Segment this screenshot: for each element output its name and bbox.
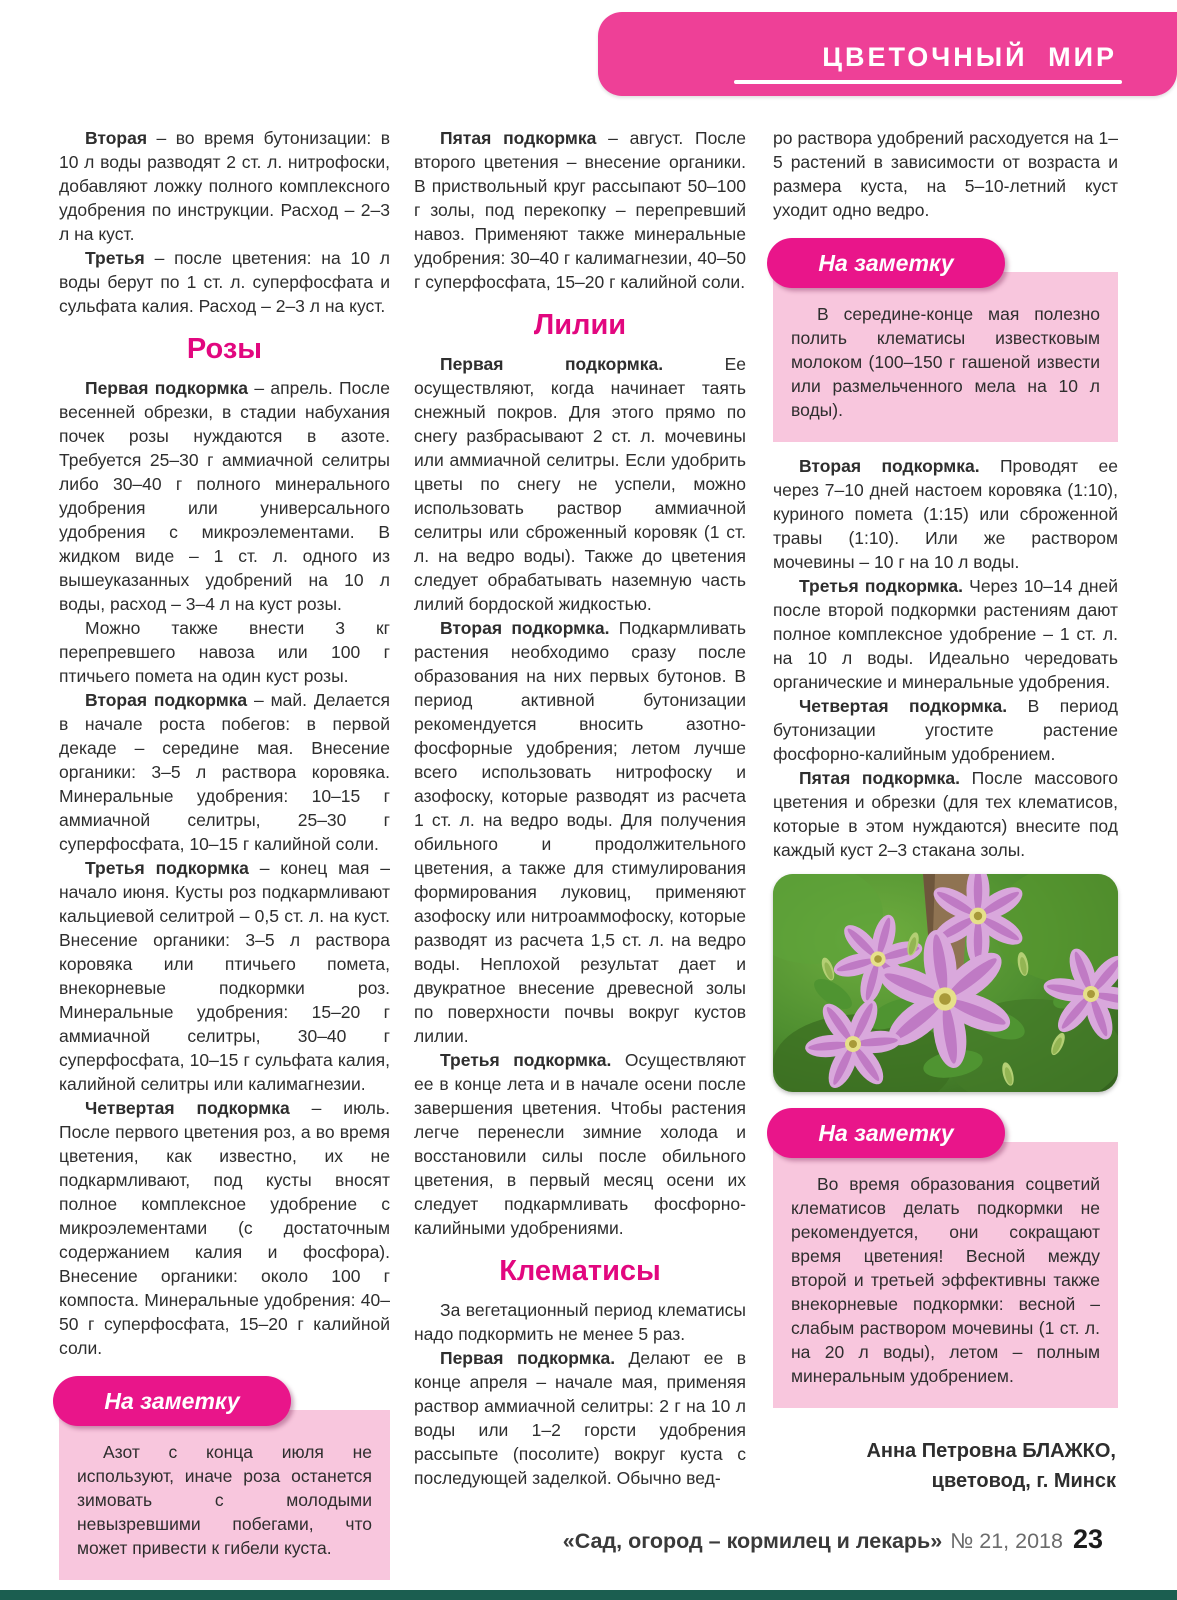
- issue-number: № 21, 2018: [950, 1529, 1063, 1553]
- paragraph-text: В период бутонизации угостите растение фосфорно-калийным удобрением.: [773, 696, 1118, 764]
- paragraph: [414, 616, 746, 1048]
- paragraph-text: Проводят ее через 7–10 дней настоем коровяка (1:10), куриного помета (1:15) или сброженной травы (1:10). Или же раствором мочевины – 10 г на 10 л воды.: [773, 456, 1119, 572]
- column-1: [59, 126, 390, 1592]
- note-tab-label: На заметку: [818, 250, 954, 276]
- note-tab: [53, 1376, 291, 1426]
- paragraph: [59, 688, 390, 856]
- paragraph-text: – август. После второго цветения – внесение органики. В приствольный круг рассыпают 50–100 г золы, под перекопку – перепревший навоз. Применяют также минеральные удобрения: 30–40 г калимагнезии, 40–50 г суперфосфата, 15–20 г калийной соли.: [414, 128, 747, 292]
- paragraph-lead: Первая подкормка.: [440, 1347, 616, 1368]
- paragraph: [414, 1346, 746, 1490]
- paragraph-text: – конец мая – начало июня. Кусты роз подкармливают кальциевой селитрой – 0,5 ст. л. на куст. Внесение органики: 3–5 л раствора коровяка или птичьего помета, внекорневые подкормки роз. Минеральные удобрения: 15–20 г аммиачной селитры, 30–40 г суперфосфата, 10–15 г сульфата калия, калийной селитры или калимагнезии.: [59, 857, 390, 1094]
- note-tab: [767, 1108, 1005, 1158]
- author-name: Анна Петровна БЛАЖКО,: [866, 1440, 1116, 1462]
- paragraph-lead: Четвертая подкормка.: [799, 696, 1008, 716]
- paragraph: [773, 766, 1118, 862]
- paragraph-text: – во время бутонизации: в 10 л воды разводят 2 ст. л. нитрофоски, добавляют ложку полного комплексного удобрения по инструкции. Расход – 2–3 л на куст.: [59, 128, 390, 244]
- note-tab: [767, 238, 1005, 288]
- paragraph: [59, 376, 390, 616]
- section-banner: [598, 12, 1177, 96]
- paragraph: [773, 126, 1118, 222]
- paragraph-text: За вегетационный период клематисы надо подкормить не менее 5 раз.: [414, 1299, 746, 1344]
- paragraph-text: После массового цветения и обрезки (для тех клематисов, которые в этом нуждаются) внесите под каждый куст 2–3 стакана золы.: [773, 768, 1118, 860]
- paragraph: [59, 126, 390, 246]
- bottom-edge-bar: [0, 1590, 1177, 1600]
- paragraph-text: – июль. После первого цветения роз, а во время цветения, как известно, их не подкармливают, под кусты вносят полное комплексное удобрение с микроэлементами (с достаточным содержанием калия и фосфора). Внесение органики: около 100 г компоста. Минеральные удобрения: 40–50 г суперфосфата, 15–20 г калийной соли.: [59, 1097, 391, 1358]
- paragraph-lead: Пятая подкормка.: [799, 768, 961, 788]
- paragraph-lead: Первая подкормка: [85, 377, 249, 398]
- column-2: [414, 126, 746, 1490]
- paragraph: [59, 1096, 390, 1360]
- paragraph: [59, 856, 390, 1096]
- note-text: Во время образования соцветий клематисов делать подкормки не рекомендуется, они сокращают время цветения! Весной между второй и третьей эффективны также внекорневые подкормки: весной – слабым раствором мочевины (1 ст. л. на 20 л воды), летом – полным минеральным удобрением.: [791, 1174, 1100, 1386]
- section-heading-roses: Розы: [186, 333, 263, 365]
- paragraph-text: – май. Делается в начале роста побегов: в первой декаде – середине мая. Внесение органики: 3–5 л раствора коровяка. Минеральные удобрения: 10–15 г аммиачной селитры, 25–30 г суперфосфата, 10–15 г калийной соли.: [59, 689, 390, 854]
- paragraph-lead: Вторая подкормка.: [799, 456, 980, 476]
- note-body: [773, 272, 1118, 442]
- paragraph-lead: Третья подкормка.: [799, 576, 964, 596]
- note-text: Азот с конца июля не используют, иначе роза останется зимовать с молодыми невызревшими побегами, что может привести к гибели куста.: [77, 1441, 372, 1558]
- paragraph-text: Через 10–14 дней после второй подкормки растениям дают полное комплексное удобрение – 1 ст. л. на 10 л воды. Идеально чередовать органические и минеральные удобрения.: [773, 576, 1118, 692]
- note-tab-label: На заметку: [104, 1387, 240, 1414]
- note-box-roses: [59, 1376, 390, 1580]
- column-3: [773, 126, 1118, 1496]
- paragraph-text: ро раствора удобрений расходуется на 1–5 растений в зависимости от возраста и размера куста, на 5–10-летний куст уходит одно ведро.: [773, 128, 1118, 220]
- page-number: 23: [1072, 1524, 1103, 1554]
- paragraph-text: Подкармливать растения необходимо сразу после образования на них первых бутонов. В период активной бутонизации рекомендуется вносить азотно-фосфорные удобрения; летом лучше всего использовать нитрофоску и азофоску, которые разводят из расчета 1 ст. л. на ведро воды. Для получения обильного и продолжительного цветения, а также для стимулирования формирования луковиц, применяют азофоску или нитроаммофоску, которые разводят из расчета 1,5 ст. л. на ведро воды. Неплохой результат дает и двукратное внесение древесной золы по поверхности почвы вокруг кустов лилии.: [414, 617, 746, 1046]
- note-body: [59, 1410, 390, 1580]
- paragraph: [773, 694, 1118, 766]
- paragraph: [773, 574, 1118, 694]
- section-heading-lilies: Лилии: [533, 309, 627, 341]
- paragraph-text: Ее осуществляют, когда начинает таять снежный покров. Для этого прямо по снегу разбрасывают 2 ст. л. мочевины или аммиачной селитры. Если удобрить цветы по снегу не успели, можно использовать раствор аммиачной селитры или сброженный коровяк (1 ст. л. на ведро воды). Также до цветения следует обрабатывать наземную часть лилий бордоской жидкостью.: [414, 353, 746, 614]
- banner-underline: [734, 80, 1122, 84]
- author-role: цветовод, г. Минск: [931, 1470, 1116, 1492]
- paragraph-text: – апрель. После весенней обрезки, в стадии набухания почек розы нуждаются в азоте. Требуется 25–30 г аммиачной селитры либо 30–40 г полного минерального удобрения или универсального удобрения с микроэлементами. В жидком виде – 1 ст. л. одного из вышеуказанных удобрений на 10 л воды, расход – 3–4 л на куст розы.: [59, 377, 391, 614]
- note-box-clematis-2: [773, 1108, 1118, 1408]
- paragraph-text: – после цветения: на 10 л воды берут по 1 ст. л. суперфосфата и сульфата калия. Расход – 2–3 л на куст.: [59, 248, 390, 316]
- section-heading-clematis: Клематисы: [499, 1254, 661, 1287]
- paragraph-text: Можно также внести 3 кг перепревшего навоза или 100 г птичьего помета на один куст розы.: [59, 617, 390, 686]
- author-credit: [773, 1436, 1118, 1496]
- paragraph-lead: Четвертая подкормка: [85, 1097, 290, 1118]
- paragraph: [59, 246, 390, 318]
- paragraph: [414, 126, 746, 294]
- note-text: В середине-конце мая полезно полить клематисы известковым молоком (100–150 г гашеной извести или размельченного мела на 10 л воды).: [791, 304, 1100, 420]
- paragraph-text: Осуществляют ее в конце лета и в начале осени после завершения цветения. Чтобы растения легче перенесли зимние холода и восстановили силы после обильного цветения, в первый месяц осени их следует подкармливать фосфорно-калийными удобрениями.: [414, 1049, 746, 1238]
- paragraph-lead: Вторая подкормка: [85, 689, 248, 710]
- paragraph-lead: Пятая подкормка: [440, 128, 597, 148]
- paragraph-lead: Вторая: [85, 128, 148, 148]
- paragraph-lead: Третья подкормка: [85, 857, 249, 878]
- paragraph-lead: Первая подкормка.: [440, 353, 664, 374]
- paragraph: [59, 616, 390, 688]
- paragraph-lead: Третья: [85, 248, 145, 268]
- paragraph-text: Делают ее в конце апреля – начале мая, применяя раствор аммиачной селитры: 2 г на 10 л воды или 1–2 горсти удобрения рассыпьте (посолите) вокруг куста с последующей заделкой. Обычно вед-: [414, 1347, 746, 1488]
- paragraph: [414, 1298, 746, 1346]
- paragraph: [414, 1048, 746, 1240]
- clematis-photo: [773, 874, 1118, 1092]
- paragraph-lead: Вторая подкормка.: [440, 617, 610, 638]
- paragraph: [414, 352, 746, 616]
- note-box-clematis-1: [773, 238, 1118, 442]
- journal-title: «Сад, огород – кормилец и лекарь»: [562, 1529, 943, 1553]
- note-tab-label: На заметку: [818, 1120, 954, 1146]
- page-title: ЦВЕТОЧНЫЙ МИР: [822, 42, 1117, 72]
- note-body: [773, 1142, 1118, 1408]
- paragraph: [773, 454, 1118, 574]
- paragraph-lead: Третья подкормка.: [440, 1049, 612, 1070]
